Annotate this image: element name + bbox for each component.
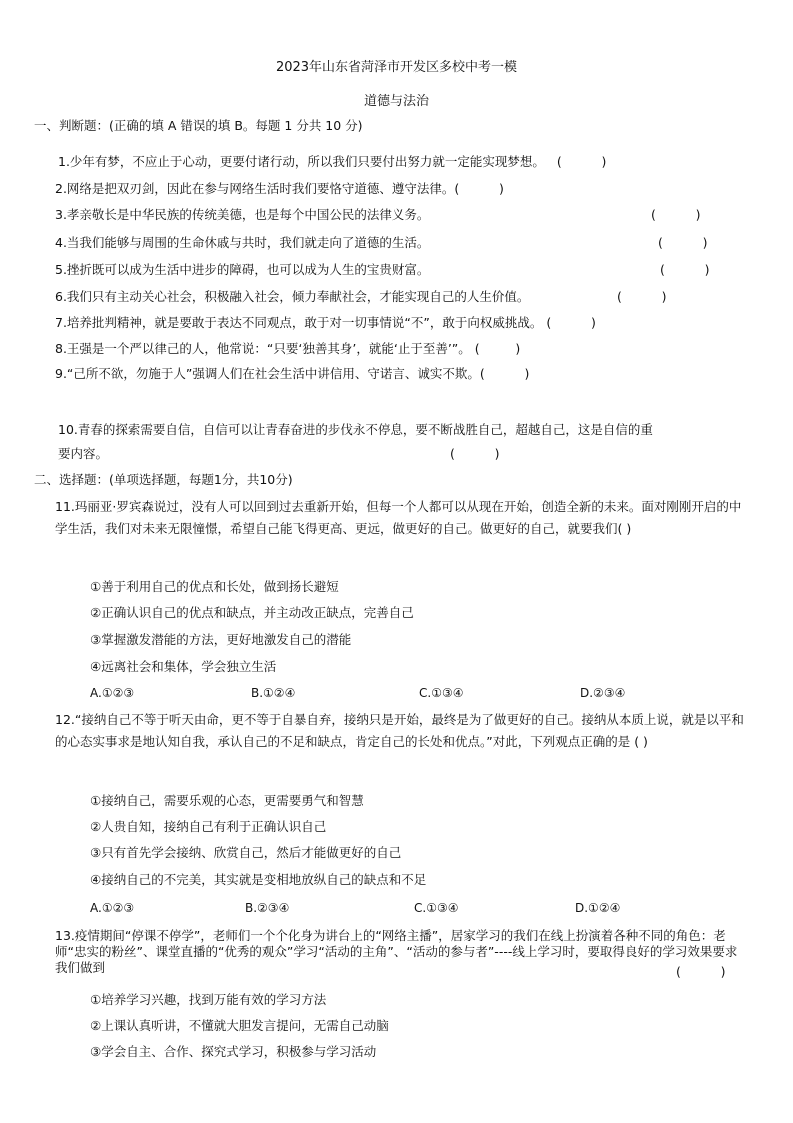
question-13-stem: 13.疫情期间“停课不停学”，老师们一个个化身为讲台上的“网络主播”，居家学习的我们在线上扮演着各种不同的角色：老师“忠实的粉丝”、课堂直播的“优秀的观众”学习“活动的主角”、“活动的参与者”----线上学习时，要取得良好的学习效果要求我们做到 (55, 928, 738, 975)
judge-item-7: 7.培养批判精神，就是要敢于表达不同观点，敢于对一切事情说“不”，敢于向权威挑战。 ( ) (55, 315, 596, 330)
judge-item-10-line2: 要内容。 (58, 446, 109, 461)
q13-statement-3: ③学会自主、合作、探究式学习，积极参与学习活动 (90, 1044, 377, 1059)
section1-heading: 一、判断题：(正确的填 A 错误的填 B。每题 1 分共 10 分) (34, 118, 363, 133)
judge-answer-4[interactable]: ( ) (658, 235, 708, 250)
q12-option-a[interactable]: A.①②③ (90, 901, 135, 915)
judge-item-6: 6.我们只有主动关心社会，积极融入社会，倾力奉献社会，才能实现自己的人生价值。 (55, 289, 530, 304)
q12-option-b[interactable]: B.②③④ (245, 901, 290, 915)
q11-statement-3: ③掌握激发潜能的方法，更好地激发自己的潜能 (90, 632, 352, 647)
judge-item-8: 8.王强是一个严以律己的人，他常说：“只要‘独善其身’，就能‘止于至善’”。 ( ) (55, 341, 521, 356)
q12-statement-4: ④接纳自己的不完美，其实就是变相地放纵自己的缺点和不足 (90, 872, 427, 887)
q11-statement-2: ②正确认识自己的优点和缺点，并主动改正缺点，完善自己 (90, 605, 414, 620)
judge-answer-6[interactable]: ( ) (617, 289, 667, 304)
judge-answer-10[interactable]: ( ) (450, 446, 500, 461)
judge-answer-5[interactable]: ( ) (660, 262, 710, 277)
judge-item-5: 5.挫折既可以成为生活中进步的障碍，也可以成为人生的宝贵财富。 (55, 262, 430, 277)
section2-heading: 二、选择题：(单项选择题，每题1分，共10分) (34, 472, 293, 487)
q12-statement-1: ①接纳自己，需要乐观的心态，更需要勇气和智慧 (90, 793, 364, 808)
q12-statement-3: ③只有首先学会接纳、欣赏自己，然后才能做更好的自己 (90, 845, 402, 860)
judge-item-9: 9.“己所不欲，勿施于人”强调人们在社会生活中讲信用、守诺言、诚实不欺。( ) (55, 366, 530, 381)
q11-statement-1: ①善于利用自己的优点和长处，做到扬长避短 (90, 579, 339, 594)
judge-item-1: 1.少年有梦，不应止于心动，更要付诸行动，所以我们只要付出努力就一定能实现梦想。 ( ) (58, 154, 607, 169)
q11-option-c[interactable]: C.①③④ (419, 686, 464, 700)
judge-answer-3[interactable]: ( ) (651, 207, 701, 222)
q13-answer[interactable]: ( ) (676, 964, 726, 979)
q13-statement-2: ②上课认真听讲，不懂就大胆发言提问，无需自己动脑 (90, 1018, 389, 1033)
question-12-stem: 12.“接纳自己不等于听天由命，更不等于自暴自弃，接纳只是开始，最终是为了做更好的自己。接纳从本质上说，就是以平和的心态实事求是地认知自我，承认自己的不足和缺点，肯定自己的长处和优点。”对此，下列观点正确的是 ( ) (55, 712, 744, 749)
judge-item-10-line1: 10.青春的探索需要自信，自信可以让青春奋进的步伐永不停息，要不断战胜自己，超越自己，这是自信的重 (58, 422, 653, 437)
exam-title: 2023年山东省菏泽市开发区多校中考一模 (275, 60, 518, 75)
judge-item-4: 4.当我们能够与周围的生命休戚与共时，我们就走向了道德的生活。 (55, 235, 430, 250)
q11-option-a[interactable]: A.①②③ (90, 686, 135, 700)
subject-title: 道德与法治 (363, 94, 429, 109)
q11-option-d[interactable]: D.②③④ (580, 686, 626, 700)
q12-option-c[interactable]: C.①③④ (414, 901, 459, 915)
judge-item-3: 3.孝亲敬长是中华民族的传统美德，也是每个中国公民的法律义务。 (55, 207, 430, 222)
q11-option-b[interactable]: B.①②④ (251, 686, 296, 700)
q12-option-d[interactable]: D.①②④ (575, 901, 621, 915)
q13-statement-1: ①培养学习兴趣，找到万能有效的学习方法 (90, 992, 327, 1007)
q11-statement-4: ④远离社会和集体，学会独立生活 (90, 659, 277, 674)
judge-item-2: 2.网络是把双刃剑，因此在参与网络生活时我们要恪守道德、遵守法律。( ) (55, 181, 504, 196)
question-11-stem: 11.玛丽亚·罗宾森说过，没有人可以回到过去重新开始，但每一个人都可以从现在开始，创造全新的未来。面对刚刚开启的中学生活，我们对未来无限憧憬，希望自己能飞得更高、更远，做更好的自己。做更好的自己，就要我们( ) (55, 499, 742, 536)
q12-statement-2: ②人贵自知，接纳自己有利于正确认识自己 (90, 819, 327, 834)
